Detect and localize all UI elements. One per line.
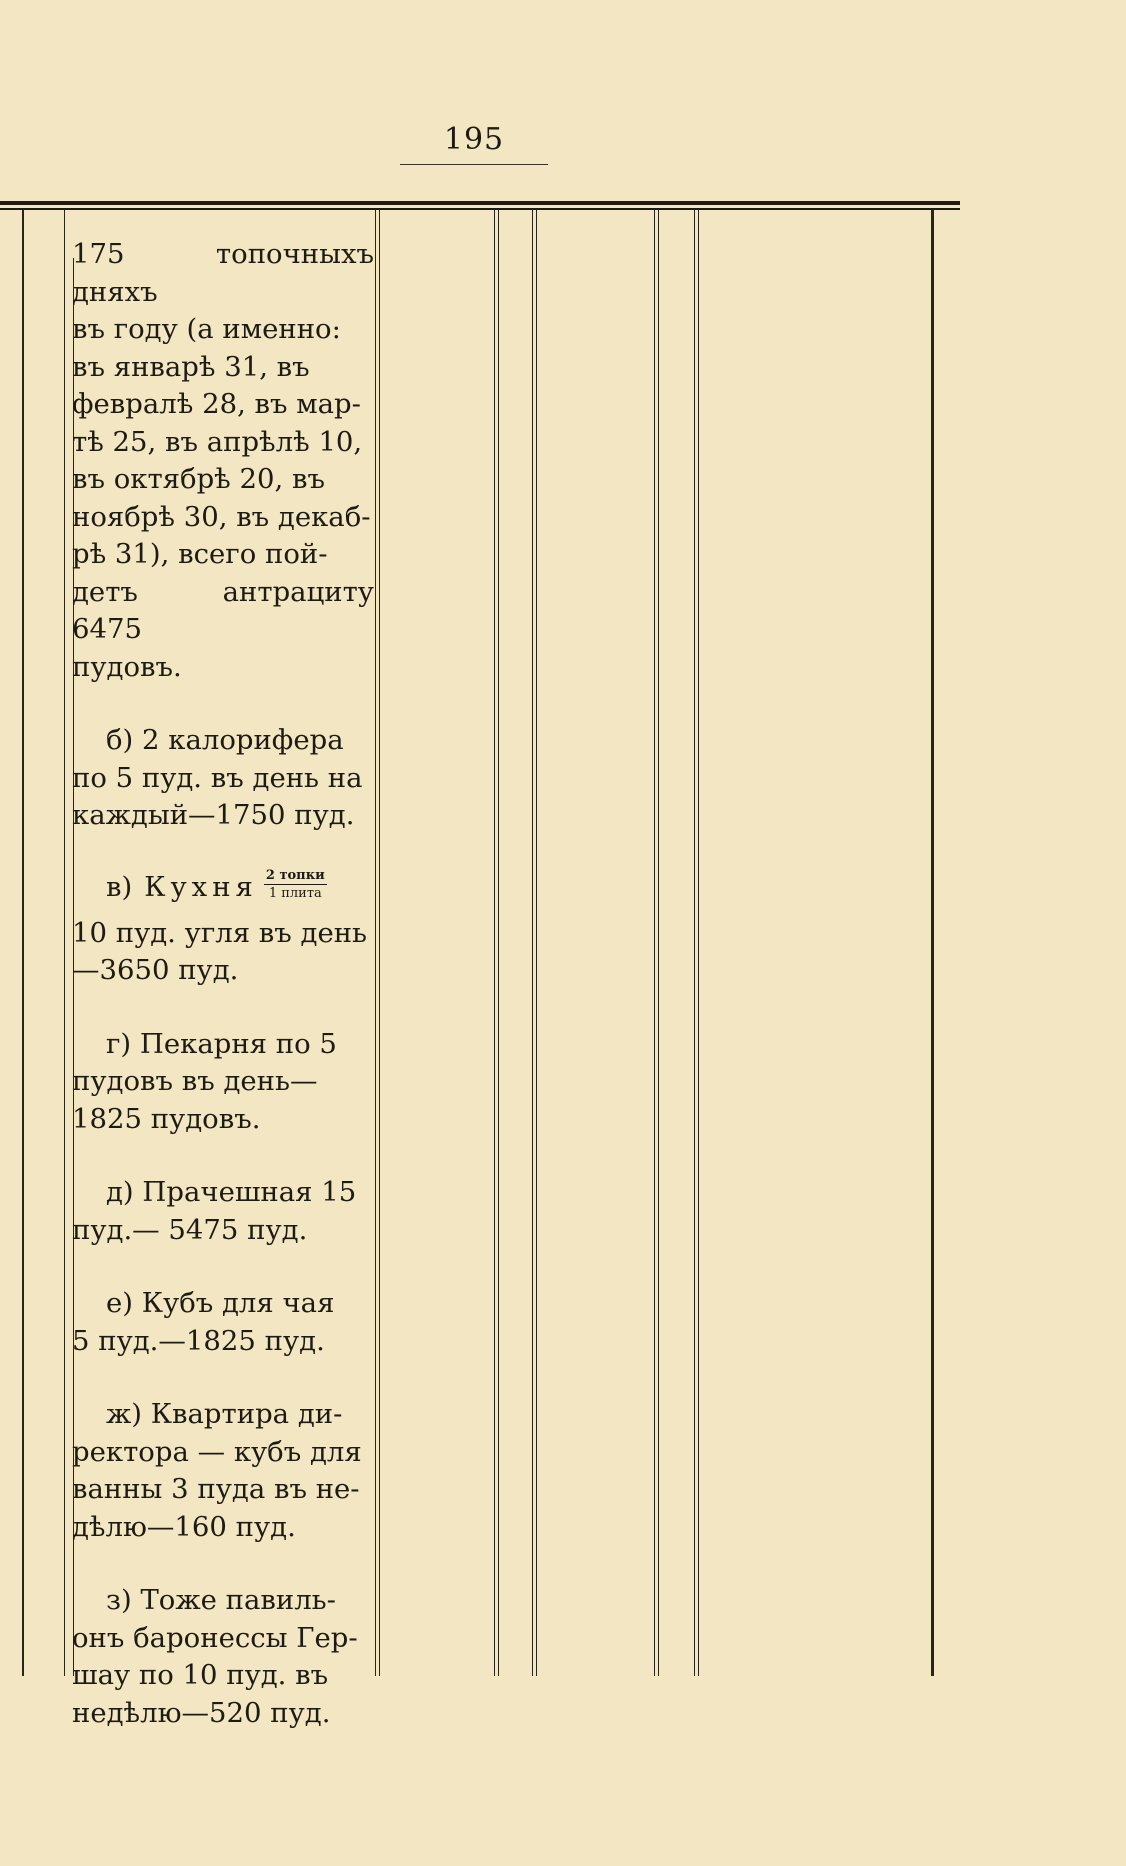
stove-fraction (264, 868, 327, 901)
text-line: е) Кубъ для чая (106, 1287, 335, 1319)
column-line (931, 210, 934, 1676)
column-line (498, 210, 499, 1676)
description-column (72, 236, 374, 1732)
text-line: въ году (а именно: (72, 313, 341, 345)
page-number-rule (400, 164, 548, 165)
column-line (698, 210, 699, 1676)
column-line (375, 210, 376, 1676)
text-line: тѣ 25, въ апрѣлѣ 10, (72, 425, 363, 458)
page-number: 195 (443, 122, 505, 157)
column-line (379, 210, 380, 1676)
text-line: недѣлю—520 пуд. (72, 1696, 331, 1729)
text-line: въ октябрѣ 20, въ (72, 463, 325, 495)
item-letter: в) (106, 870, 133, 903)
fraction-top: 2 топки (265, 868, 325, 883)
text-line: рѣ 31), всего пой- (72, 538, 328, 570)
text-line: дѣлю—160 пуд. (72, 1510, 296, 1543)
text-line: каждый—1750 пуд. (72, 799, 355, 831)
text-line: 1825 пудовъ. (72, 1102, 261, 1135)
text-line: пудовъ. (72, 650, 182, 683)
entry-v (72, 861, 374, 990)
fraction-bottom: 1 плита (268, 886, 322, 901)
text-line: 5 пуд.—1825 пуд. (72, 1324, 325, 1357)
text-line: ректора — кубъ для (72, 1435, 362, 1468)
text-line: з) Тоже павиль- (106, 1584, 336, 1616)
text-line: детъ антрациту 6475 (72, 575, 374, 645)
text-line: ноябрѣ 30, въ декаб- (72, 500, 371, 533)
entry-a (72, 236, 374, 686)
entry-g (72, 1026, 374, 1139)
entry-e (72, 1285, 374, 1360)
text-line: 10 пуд. угля въ день (72, 916, 368, 949)
column-line (532, 210, 533, 1676)
text-line: д) Прачешная 15 (106, 1176, 357, 1208)
text-line: ванны 3 пуда въ не- (72, 1473, 360, 1505)
text-line: —3650 пуд. (72, 954, 239, 986)
text-line: 175 топочныхъ дняхъ (72, 238, 374, 308)
text-line: пудовъ въ день— (72, 1065, 318, 1097)
text-line: б) 2 калорифера (106, 724, 344, 756)
entry-z (72, 1582, 374, 1732)
column-line (658, 210, 659, 1676)
column-line (694, 210, 695, 1676)
entry-d (72, 1174, 374, 1249)
text-line: пуд.— 5475 пуд. (72, 1213, 308, 1246)
kitchen-heading (72, 861, 374, 915)
column-line (654, 210, 655, 1676)
text-line: въ январѣ 31, въ (72, 350, 310, 383)
text-line: ж) Квартира ди- (106, 1398, 343, 1430)
entry-b (72, 722, 374, 835)
kitchen-word: Кухня (144, 870, 258, 903)
column-line (22, 210, 24, 1676)
text-line: по 5 пуд. въ день на (72, 761, 363, 794)
text-line: шау по 10 пуд. въ (72, 1659, 329, 1691)
table-top-rule (0, 201, 960, 210)
text-line: г) Пекарня по 5 (106, 1027, 337, 1060)
text-line: февралѣ 28, въ мар- (72, 388, 361, 420)
column-line (536, 210, 537, 1676)
column-line (64, 210, 65, 1676)
column-line (494, 210, 495, 1676)
entry-zh (72, 1396, 374, 1546)
text-line: онъ баронессы Гер- (72, 1621, 358, 1654)
